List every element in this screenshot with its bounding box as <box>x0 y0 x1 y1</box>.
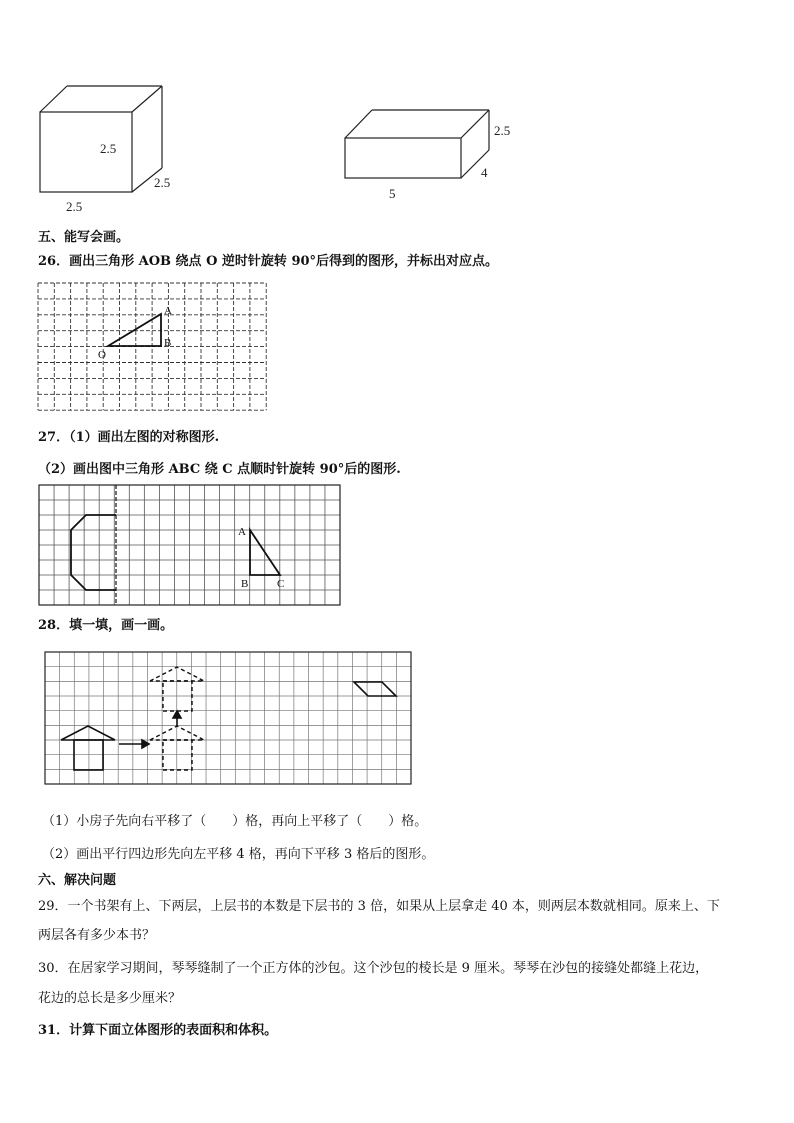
q29-line1: 29．一个书架有上、下两层，上层书的本数是下层书的 3 倍，如果从上层拿走 40 本，则两层本数就相同。原来上、下 <box>38 899 720 914</box>
q26-label-b: B <box>164 337 172 349</box>
q28-parallelogram <box>354 682 396 696</box>
q28-arrow-up <box>173 711 181 726</box>
section5-title: 五、能写会画。 <box>38 230 130 245</box>
q27-label-c: C <box>277 578 285 590</box>
q26-label-a: A <box>164 305 172 317</box>
q28-part2: （2）画出平行四边形先向左平移 4 格，再向下平移 3 格后的图形。 <box>42 847 435 862</box>
q27-label-a: A <box>238 526 246 538</box>
q27-part1: 27．（1）画出左图的对称图形. <box>38 430 220 445</box>
q28-arrow-right <box>119 740 149 748</box>
cuboid-height-label: 2.5 <box>494 123 511 138</box>
cuboid-depth-label: 4 <box>481 165 488 180</box>
q30-line2: 花边的总长是多少厘米？ <box>38 991 182 1006</box>
cube-width-label: 2.5 <box>66 199 83 214</box>
q27-part2: （2）画出图中三角形 ABC 绕 C 点顺时针旋转 90°后的图形. <box>38 462 401 477</box>
q26-label-o: O <box>98 349 106 361</box>
cuboid-width-label: 5 <box>389 186 396 201</box>
q28-house-original <box>61 726 115 770</box>
q28-text: 28．填一填，画一画。 <box>38 618 174 633</box>
cube-depth-label: 2.5 <box>154 175 171 190</box>
q26-text: 26．画出三角形 AOB 绕点 O 逆时针旋转 90°后得到的图形，并标出对应点。 <box>38 254 499 269</box>
q30-line1: 30．在居家学习期间，琴琴缝制了一个正方体的沙包。这个沙包的棱长是 9 厘米。琴琴在沙包的接缝处都缝上花边， <box>38 961 709 976</box>
q31-text: 31．计算下面立体图形的表面积和体积。 <box>38 1023 278 1038</box>
cube-height-label: 2.5 <box>100 141 117 156</box>
q29-line2: 两层各有多少本书？ <box>38 928 156 943</box>
section6-title: 六、解决问题 <box>38 873 117 888</box>
q27-label-b: B <box>241 578 249 590</box>
q28-part1: （1）小房子先向右平移了（ ）格，再向上平移了（ ）格。 <box>42 814 428 829</box>
